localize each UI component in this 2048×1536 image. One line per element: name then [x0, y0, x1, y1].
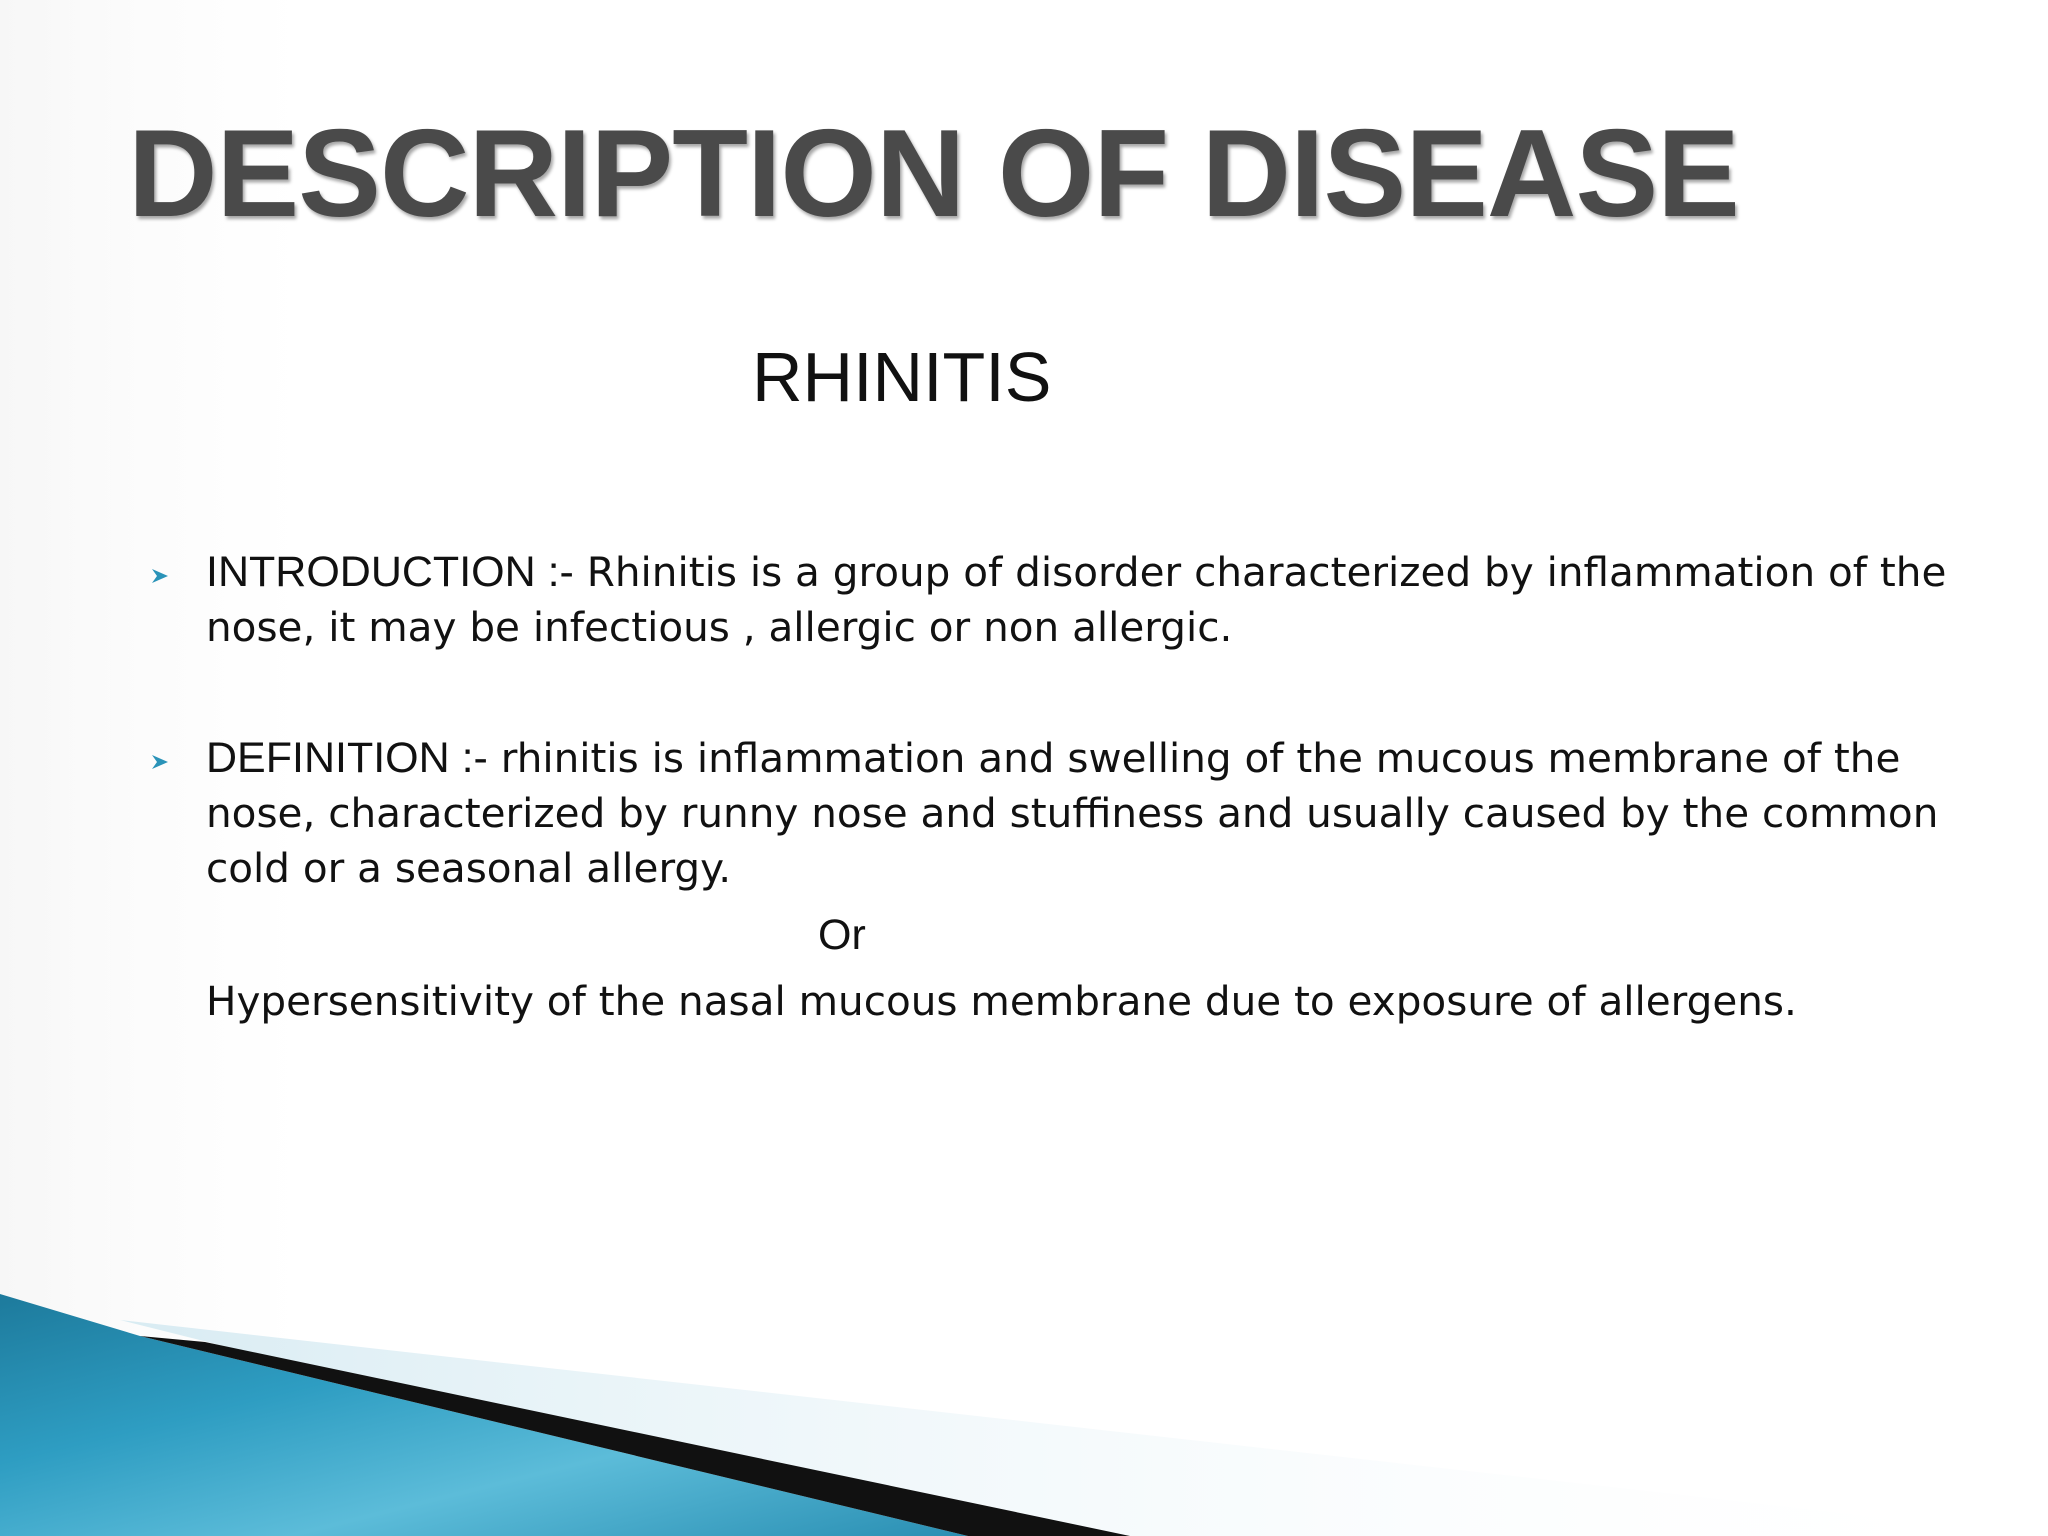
- arrow-bullet-icon: [150, 752, 170, 772]
- definition-text: rhinitis is inflammation and swelling of the mucous membrane of the nose, characterized by runny nose and stuffiness and usually caused by the common cold or a seasonal allergy.: [206, 734, 1939, 892]
- introduction-paragraph: [206, 545, 1966, 655]
- slide-title: DESCRIPTION OF DISEASE: [128, 105, 1739, 243]
- definition-label: DEFINITION :-: [206, 734, 488, 782]
- introduction-label: INTRODUCTION :-: [206, 548, 574, 596]
- or-separator: Or: [818, 911, 866, 959]
- introduction-text: Rhinitis is a group of disorder characterized by inflammation of the nose, it may be infectious , allergic or non allergic.: [206, 548, 1947, 651]
- definition-paragraph: [206, 731, 1966, 896]
- corner-decoration: [0, 1280, 2048, 1536]
- arrow-bullet-icon: [150, 566, 170, 586]
- alternate-definition: Hypersensitivity of the nasal mucous membrane due to exposure of allergens.: [206, 977, 1797, 1025]
- disease-name: RHINITIS: [752, 338, 1052, 416]
